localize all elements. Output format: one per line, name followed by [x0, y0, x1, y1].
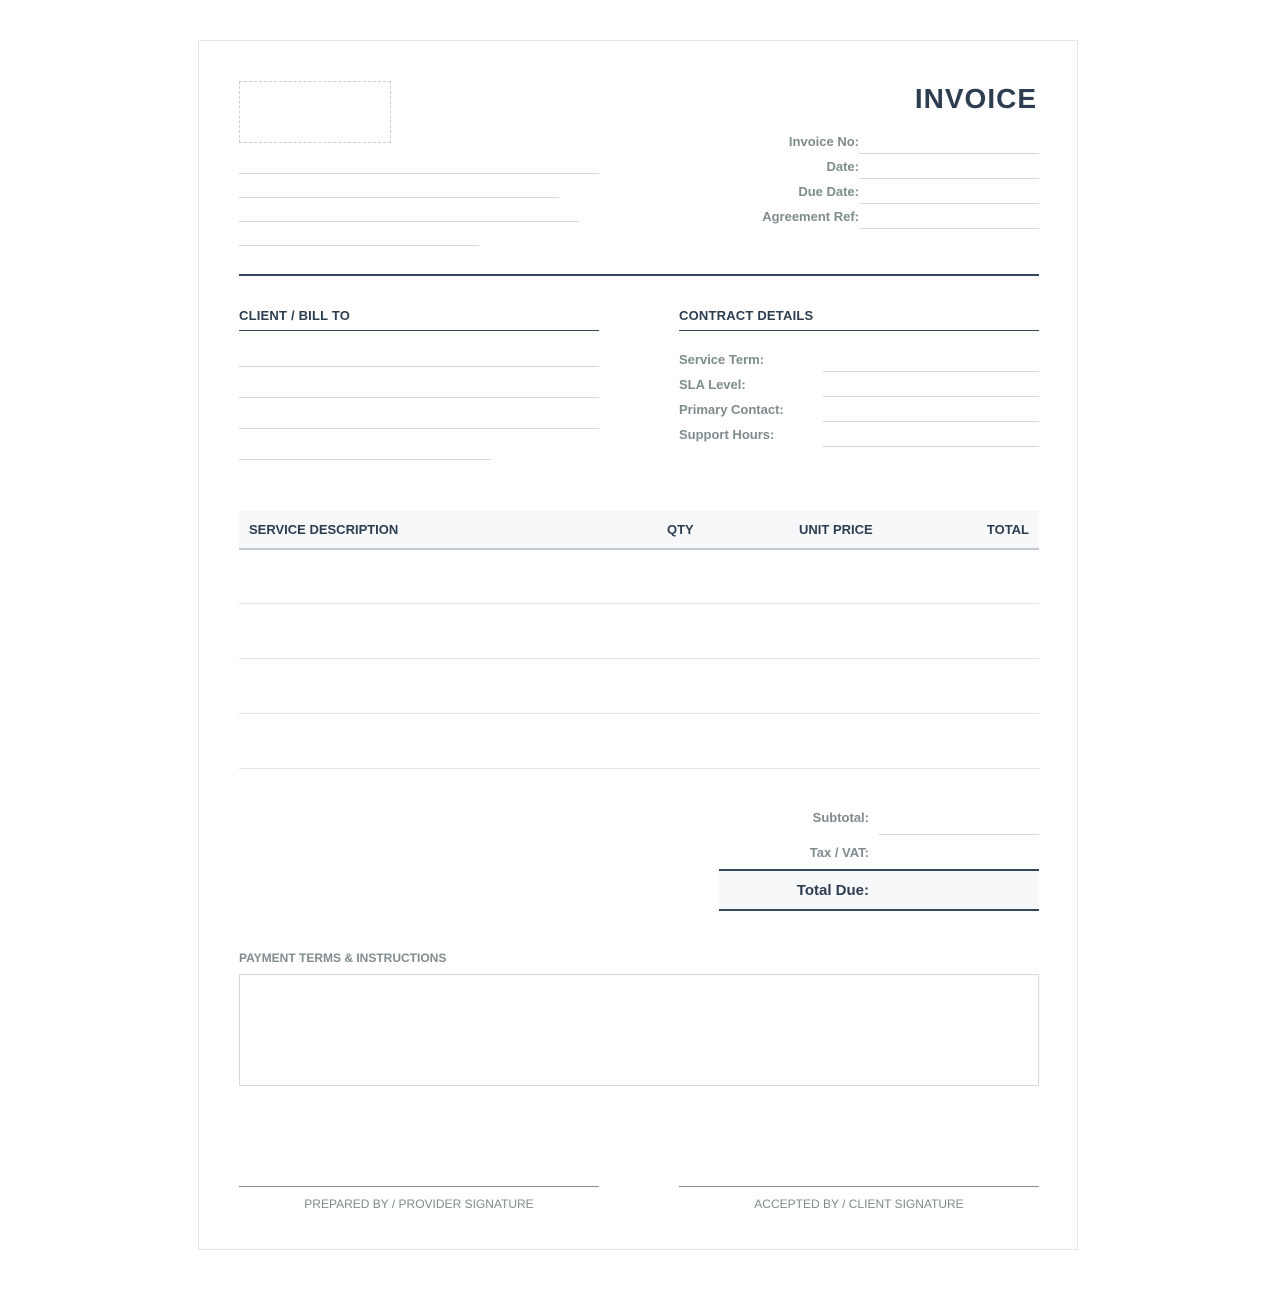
due-date-label: Due Date:	[798, 184, 859, 199]
service-term-field[interactable]	[823, 371, 1039, 372]
total-due-label: Total Due:	[796, 882, 869, 899]
client-section-rule	[239, 330, 599, 331]
date-label: Date:	[826, 159, 859, 174]
company-line-3[interactable]	[239, 221, 579, 222]
contract-section-title: CONTRACT DETAILS	[679, 308, 814, 323]
invoice-no-field[interactable]	[859, 153, 1039, 154]
client-line-4[interactable]	[239, 459, 491, 460]
company-line-1[interactable]	[239, 173, 599, 174]
due-date-field[interactable]	[859, 203, 1039, 204]
client-line-2[interactable]	[239, 397, 599, 398]
col-qty: QTY	[667, 522, 694, 537]
table-row[interactable]	[239, 658, 1039, 659]
table-row[interactable]	[239, 603, 1039, 604]
col-total: TOTAL	[986, 522, 1029, 537]
service-term-label: Service Term:	[679, 352, 765, 367]
client-line-3[interactable]	[239, 428, 599, 429]
col-service-description: SERVICE DESCRIPTION	[249, 522, 399, 537]
table-header	[239, 511, 1039, 550]
table-row[interactable]	[239, 768, 1039, 769]
payment-terms-box[interactable]	[239, 974, 1039, 1086]
date-field[interactable]	[859, 178, 1039, 179]
contract-section-rule	[679, 330, 1039, 331]
client-section-title: CLIENT / BILL TO	[239, 308, 351, 323]
support-hours-field[interactable]	[823, 446, 1039, 447]
company-line-4[interactable]	[239, 245, 479, 246]
client-signature-line[interactable]	[679, 1186, 1039, 1187]
agreement-ref-label: Agreement Ref:	[762, 209, 859, 224]
client-line-1[interactable]	[239, 366, 599, 367]
company-line-2[interactable]	[239, 197, 559, 198]
logo-placeholder[interactable]	[239, 81, 391, 143]
provider-signature-label: PREPARED BY / PROVIDER SIGNATURE	[304, 1197, 534, 1211]
support-hours-label: Support Hours:	[679, 427, 775, 442]
payment-terms-title: PAYMENT TERMS & INSTRUCTIONS	[239, 951, 447, 965]
sla-level-label: SLA Level:	[679, 377, 746, 392]
client-signature-label: ACCEPTED BY / CLIENT SIGNATURE	[754, 1197, 964, 1211]
primary-contact-label: Primary Contact:	[679, 402, 784, 417]
invoice-page	[198, 40, 1078, 1250]
invoice-title: INVOICE	[914, 83, 1037, 114]
subtotal-field[interactable]	[879, 834, 1039, 835]
provider-signature-line[interactable]	[239, 1186, 599, 1187]
invoice-no-label: Invoice No:	[788, 134, 859, 149]
agreement-ref-field[interactable]	[859, 228, 1039, 229]
total-due-row[interactable]	[719, 869, 1039, 911]
tax-label: Tax / VAT:	[809, 845, 869, 860]
primary-contact-field[interactable]	[823, 421, 1039, 422]
col-unit-price: UNIT PRICE	[799, 522, 873, 537]
header-divider	[239, 274, 1039, 276]
sla-level-field[interactable]	[823, 396, 1039, 397]
table-row[interactable]	[239, 713, 1039, 714]
subtotal-label: Subtotal:	[812, 810, 869, 825]
